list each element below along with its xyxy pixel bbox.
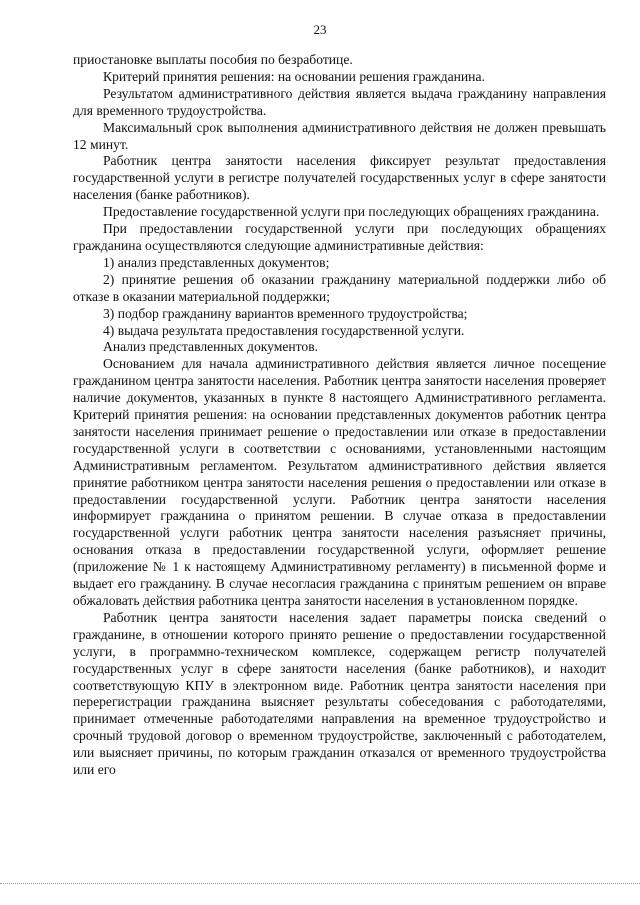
list-item: 1) анализ представленных документов; — [103, 254, 330, 270]
paragraph: Критерий принятия решения: на основании решения гражданина. — [103, 68, 485, 84]
list-item: 3) подбор гражданину вариантов временного трудоустройства; — [103, 305, 468, 321]
paragraph: Результатом административного действия является выдача гражданину направления для временного трудоустройства. — [73, 85, 606, 118]
paragraph: Основанием для начала административного действия является личное посещение гражданином центра занятости населения. Работник центра занятости населения проверяет наличие документов, указанных в пункте 8 настоящего Административного регламента. Критерий принятия решения: на основании представленных документов работник центра занятости населения принимает решение о предоставлении или отказе в предоставлении государственной услуги в соответствии с основаниями, установленными настоящим Административным регламентом. Результатом административного действия является принятие работником центра занятости населения решения о предоставлении или отказе в предоставлении государственной услуги. Работник центра занятости населения информирует гражданина о принятом решении. В случае отказа в предоставлении государственной услуги работник центра занятости населения разъясняет причины, основания отказа в предоставлении государственной услуги, оформляет решение (приложение № 1 к настоящему Административному регламенту) в письменной форме и выдает его гражданину. В случае несогласия гражданина с принятым решением он вправе обжаловать действия работника центра занятости населения в установленном порядке. — [73, 356, 606, 608]
paragraph: приостановке выплаты пособия по безработице. — [73, 52, 353, 67]
section-heading: Предоставление государственной услуги при последующих обращениях гражданина. — [103, 204, 600, 220]
page-bottom-rule — [0, 883, 640, 884]
section-heading: Анализ представленных документов. — [103, 339, 319, 355]
list-item: 4) выдача результата предоставления государственной услуги. — [103, 322, 465, 338]
paragraph: При предоставлении государственной услуги при последующих обращениях гражданина осуществляются следующие административные действия: — [73, 221, 606, 253]
paragraph: Максимальный срок выполнения административного действия не должен превышать 12 минут. — [73, 119, 606, 152]
list-item: 2) принятие решения об оказании гражданину материальной поддержки либо об отказе в оказании материальной поддержки; — [73, 271, 606, 304]
page-number: 23 — [313, 22, 327, 37]
document-body — [73, 52, 606, 779]
paragraph: Работник центра занятости населения задает параметры поиска сведений о гражданине, в отношении которого принято решение о предоставлении государственной услуги, в программно-техническом комплексе, содержащем регистр получателей государственных услуг в сфере занятости населения (банке работников), и находит соответствующую КПУ в электронном виде. Работник центра занятости населения при перерегистрации гражданина выясняет результаты собеседования с работодателями, принимает отмеченные работодателями направления на временное трудоустройство и срочный трудовой договор о временном трудоустройстве, заключенный с работодателем, или выясняет причины, по которым гражданин отказался от временного трудоустройства или его — [73, 609, 606, 778]
paragraph: Работник центра занятости населения фиксирует результат предоставления государственной услуги в регистре получателей государственных услуг в сфере занятости населения (банке работников). — [73, 153, 606, 203]
